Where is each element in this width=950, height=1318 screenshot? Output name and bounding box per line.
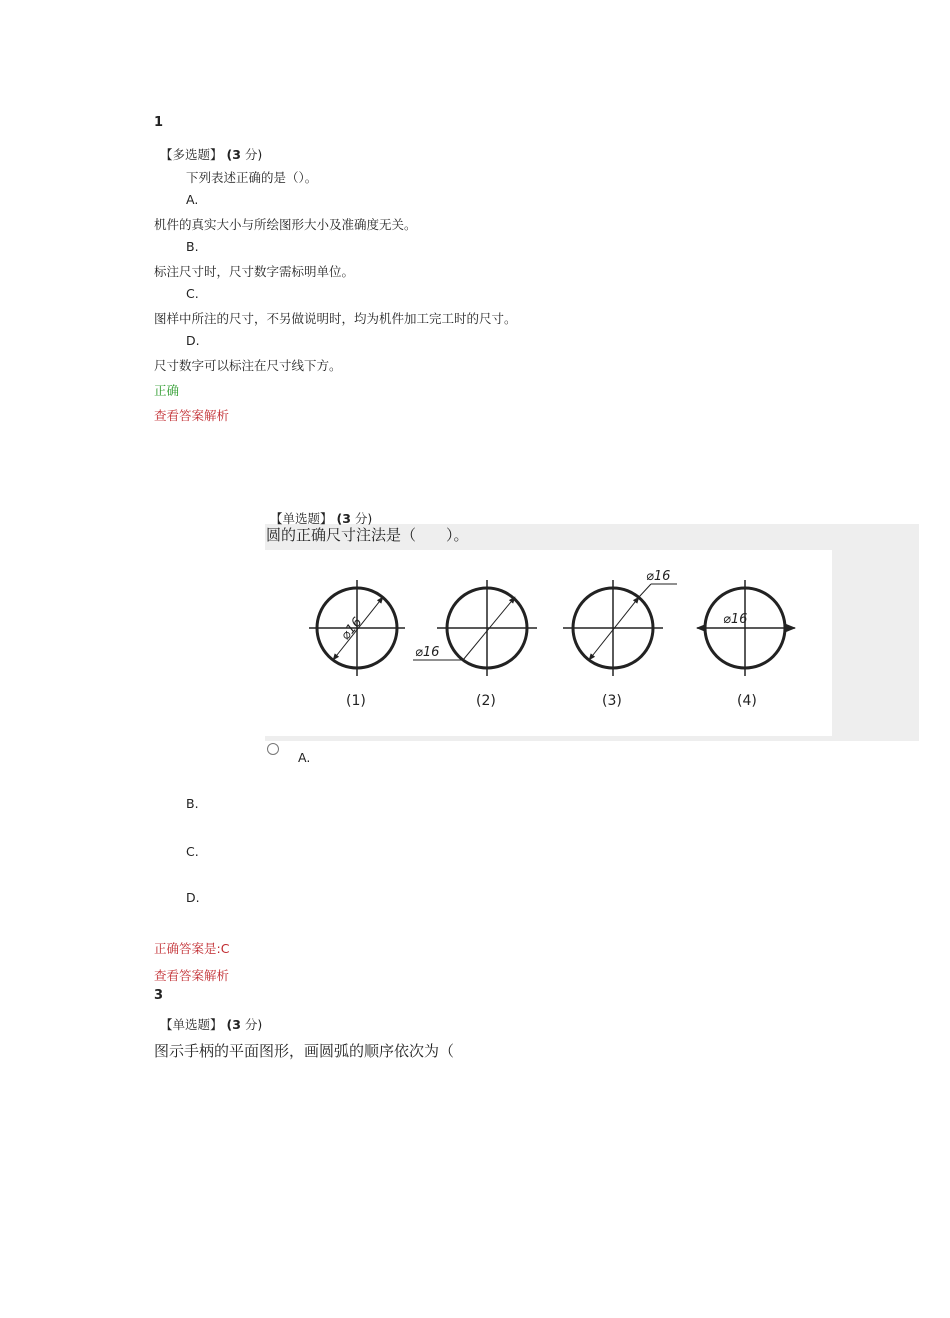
q2-type-label: 【单选题】 (270, 511, 333, 526)
q2-option-a-radio[interactable] (267, 743, 279, 755)
q2-score-unit: 分) (354, 511, 373, 526)
q1-score-unit: 分) (244, 147, 263, 162)
q1-option-d-letter[interactable]: D. (186, 333, 200, 348)
q1-option-c-text: 图样中所注的尺寸，不另做说明时，均为机件加工完工时的尺寸。 (154, 311, 517, 326)
q2-correct-answer: 正确答案是:C (154, 941, 230, 956)
q1-result: 正确 (154, 383, 180, 398)
q3-question: 图示手柄的平面图形，画圆弧的顺序依次为（ (154, 1042, 455, 1060)
circle-option-4 (697, 580, 795, 676)
dim-label-1: ⌀16 (338, 614, 366, 644)
q2-option-b[interactable]: B. (186, 796, 199, 811)
q2-option-c[interactable]: C. (186, 844, 199, 859)
q3-score: (3 (226, 1017, 241, 1032)
q3-score-unit: 分) (244, 1017, 263, 1032)
circle-dimension-figure (265, 550, 832, 736)
q2-question: 圆的正确尺寸注法是（ ）。 (266, 526, 469, 544)
circle-option-3 (563, 580, 677, 676)
dim-label-2: ⌀16 (415, 645, 440, 660)
q3-type-label: 【单选题】 (160, 1017, 223, 1032)
dim-label-3: ⌀16 (646, 569, 671, 584)
figure-label-1: (1) (346, 693, 366, 709)
q1-option-a-text: 机件的真实大小与所绘图形大小及准确度无关。 (154, 217, 417, 232)
q2-option-d[interactable]: D. (186, 890, 200, 905)
q1-number: 1 (154, 115, 164, 130)
q1-view-analysis-link[interactable]: 查看答案解析 (154, 408, 230, 423)
circle-option-2 (413, 580, 537, 676)
q1-type (160, 145, 262, 163)
q1-score: (3 (226, 147, 241, 162)
q3-type (160, 1015, 262, 1033)
q1-option-b-text: 标注尺寸时，尺寸数字需标明单位。 (154, 264, 355, 279)
q2-view-analysis-link[interactable]: 查看答案解析 (154, 968, 230, 983)
q2-score: (3 (336, 511, 351, 526)
q1-option-d-text: 尺寸数字可以标注在尺寸线下方。 (154, 358, 342, 373)
q2-figure (265, 550, 832, 736)
q1-option-c-letter[interactable]: C. (186, 286, 199, 301)
q1-type-label: 【多选题】 (160, 147, 223, 162)
q1-question: 下列表述正确的是（）。 (186, 170, 318, 185)
q1-option-a-letter[interactable]: A. (186, 192, 199, 207)
q1-option-b-letter[interactable]: B. (186, 239, 199, 254)
q2-option-a[interactable]: A. (298, 750, 311, 765)
q3-number: 3 (154, 988, 164, 1003)
figure-label-2: (2) (476, 693, 496, 709)
figure-label-4: (4) (737, 693, 757, 709)
figure-label-3: (3) (602, 693, 622, 709)
dim-label-4: ⌀16 (723, 612, 748, 627)
